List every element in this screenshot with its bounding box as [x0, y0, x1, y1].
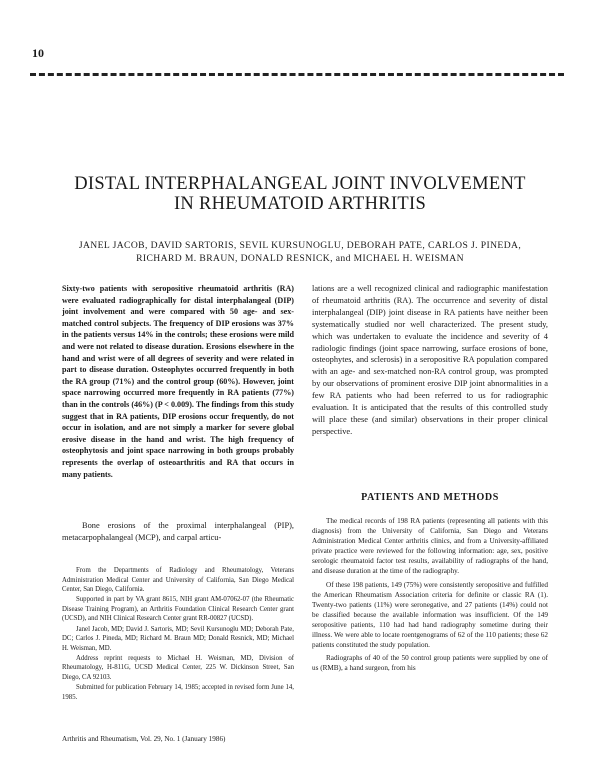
footnote-support: Supported in part by VA grant 8615, NIH grant AM-07062-07 (the Rheumatic Disease Training Program), an Arthritis Foundation Clinical Research Center grant (UCSD), and NIH Clinical Research Center grant RR-00827 (UCSD). [62, 596, 294, 623]
intro-left-column [62, 520, 294, 544]
title-line-1: DISTAL INTERPHALANGEAL JOINT INVOLVEMENT [74, 174, 526, 194]
footnote-author-credentials: Janel Jacob, MD; David J. Sartoris, MD; Sevil Kursunoglu MD; Deborah Pate, DC; Carlos J. Pineda, MD; Richard M. Braun MD; Donald Resnick, MD; Michael H. Weisman, MD. [62, 625, 294, 652]
intro-paragraph-continued: lations are a well recognized clinical and radiographic manifestation of rheumatoid arthritis (RA). The occurrence and severity of distal interphalangeal (DIP) joint disease in RA patients have neither been systematically studied nor well characterized. The present study, which was undertaken to evaluate the incidence and severity of 4 radiologic findings (joint space narrowing, surface erosions of bone, osteophytes, and sclerosis) in a seropositive RA population compared with an age- and sex-matched non-RA control group, was prompted by our observations of prominent erosive DIP joint abnormalities in a few RA patients who had been referred to us for radiographic evaluation. It is anticipated that the results of this controlled study will place these (and similar) observations in their proper clinical perspective. [312, 284, 548, 436]
methods-paragraph-2: Of these 198 patients, 149 (75%) were consistently seropositive and fulfilled the American Rheumatism Association criteria for definite or classic RA (1). Twenty-two patients (11%) were seronegative, and 27 patients (14%) could not be classified because the available information was insufficient. Of the 149 seropositive patients, 110 had had hand radiography sometime during their illness. We were able to locate roentgenograms of 62 of the 110 patients; these 62 patients constituted the study population. [312, 580, 548, 650]
authors-line-2: RICHARD M. BRAUN, DONALD RESNICK, and MICHAEL H. WEISMAN [136, 253, 464, 264]
footnote-reprint-address: Address reprint requests to Michael H. Weisman, MD, Division of Rheumatology, H-811G, UCSD Medical Center, 225 W. Dickinson Street, San Diego, CA 92103. [62, 654, 294, 682]
methods-paragraph-3: Radiographs of 40 of the 50 control group patients were supplied by one of us (RMB), a hand surgeon, from his [312, 654, 548, 673]
intro-paragraph-start: Bone erosions of the proximal interphalangeal (PIP), metacarpophalangeal (MCP), and carpal articu- [62, 521, 294, 542]
author-list [40, 239, 560, 265]
methods-text [312, 516, 548, 676]
authors-line-1: JANEL JACOB, DAVID SARTORIS, SEVIL KURSUNOGLU, DEBORAH PATE, CARLOS J. PINEDA, [78, 240, 522, 251]
title-line-2: IN RHEUMATOID ARTHRITIS [173, 194, 427, 214]
abstract: Sixty-two patients with seropositive rheumatoid arthritis (RA) were evaluated radiographically for distal interphalangeal (DIP) joint involvement and were compared with 50 age- and sex-matched control subjects. The frequency of DIP erosions was 37% in the patients versus 14% in the controls; these erosions were mild and were not related to disease duration. Erosions elsewhere in the hand and wrist were of all degrees of severity and were related in part to disease duration. Osteophytes occurred frequently in both the RA group (71%) and the control group (60%). However, joint space narrowing occurred more frequently in RA patients (77%) than in the controls (46%) (P < 0.009). The findings from this study suggest that in RA patients, DIP erosions occur frequently, do not occur in isolation, and are not simply a marker for severe global erosive disease in the hand and wrist. The high frequency of osteophytosis and joint space narrowing in both groups probably represents the overlap of osteoarthritis and RA that occurs in many patients. [62, 284, 294, 479]
article-title [0, 174, 600, 214]
footnote-submission-dates: Submitted for publication February 14, 1985; accepted in revised form June 14, 1985. [62, 684, 294, 701]
section-heading-methods: PATIENTS AND METHODS [361, 492, 499, 503]
footnotes [62, 566, 294, 703]
intro-right-column [312, 283, 548, 438]
header-rule [30, 73, 564, 76]
journal-citation: Arthritis and Rheumatism, Vol. 29, No. 1 (January 1986) [62, 735, 226, 743]
methods-paragraph-1: The medical records of 198 RA patients (representing all patients with this diagnosis) from the University of California, San Diego and Veterans Administration Medical Center arthritis clinics, and from a University-affiliated private practice were reviewed for the following information: age, sex, positive serologic rheumatoid factor test results, availability of radiographs of the hand, and disease duration at the time of the radiography. [312, 517, 548, 576]
footnote-affiliation: From the Departments of Radiology and Rheumatology, Veterans Administration Medical Center and University of California, San Diego Medical Center, San Diego, California. [62, 567, 294, 594]
page-number: 10 [32, 46, 44, 60]
